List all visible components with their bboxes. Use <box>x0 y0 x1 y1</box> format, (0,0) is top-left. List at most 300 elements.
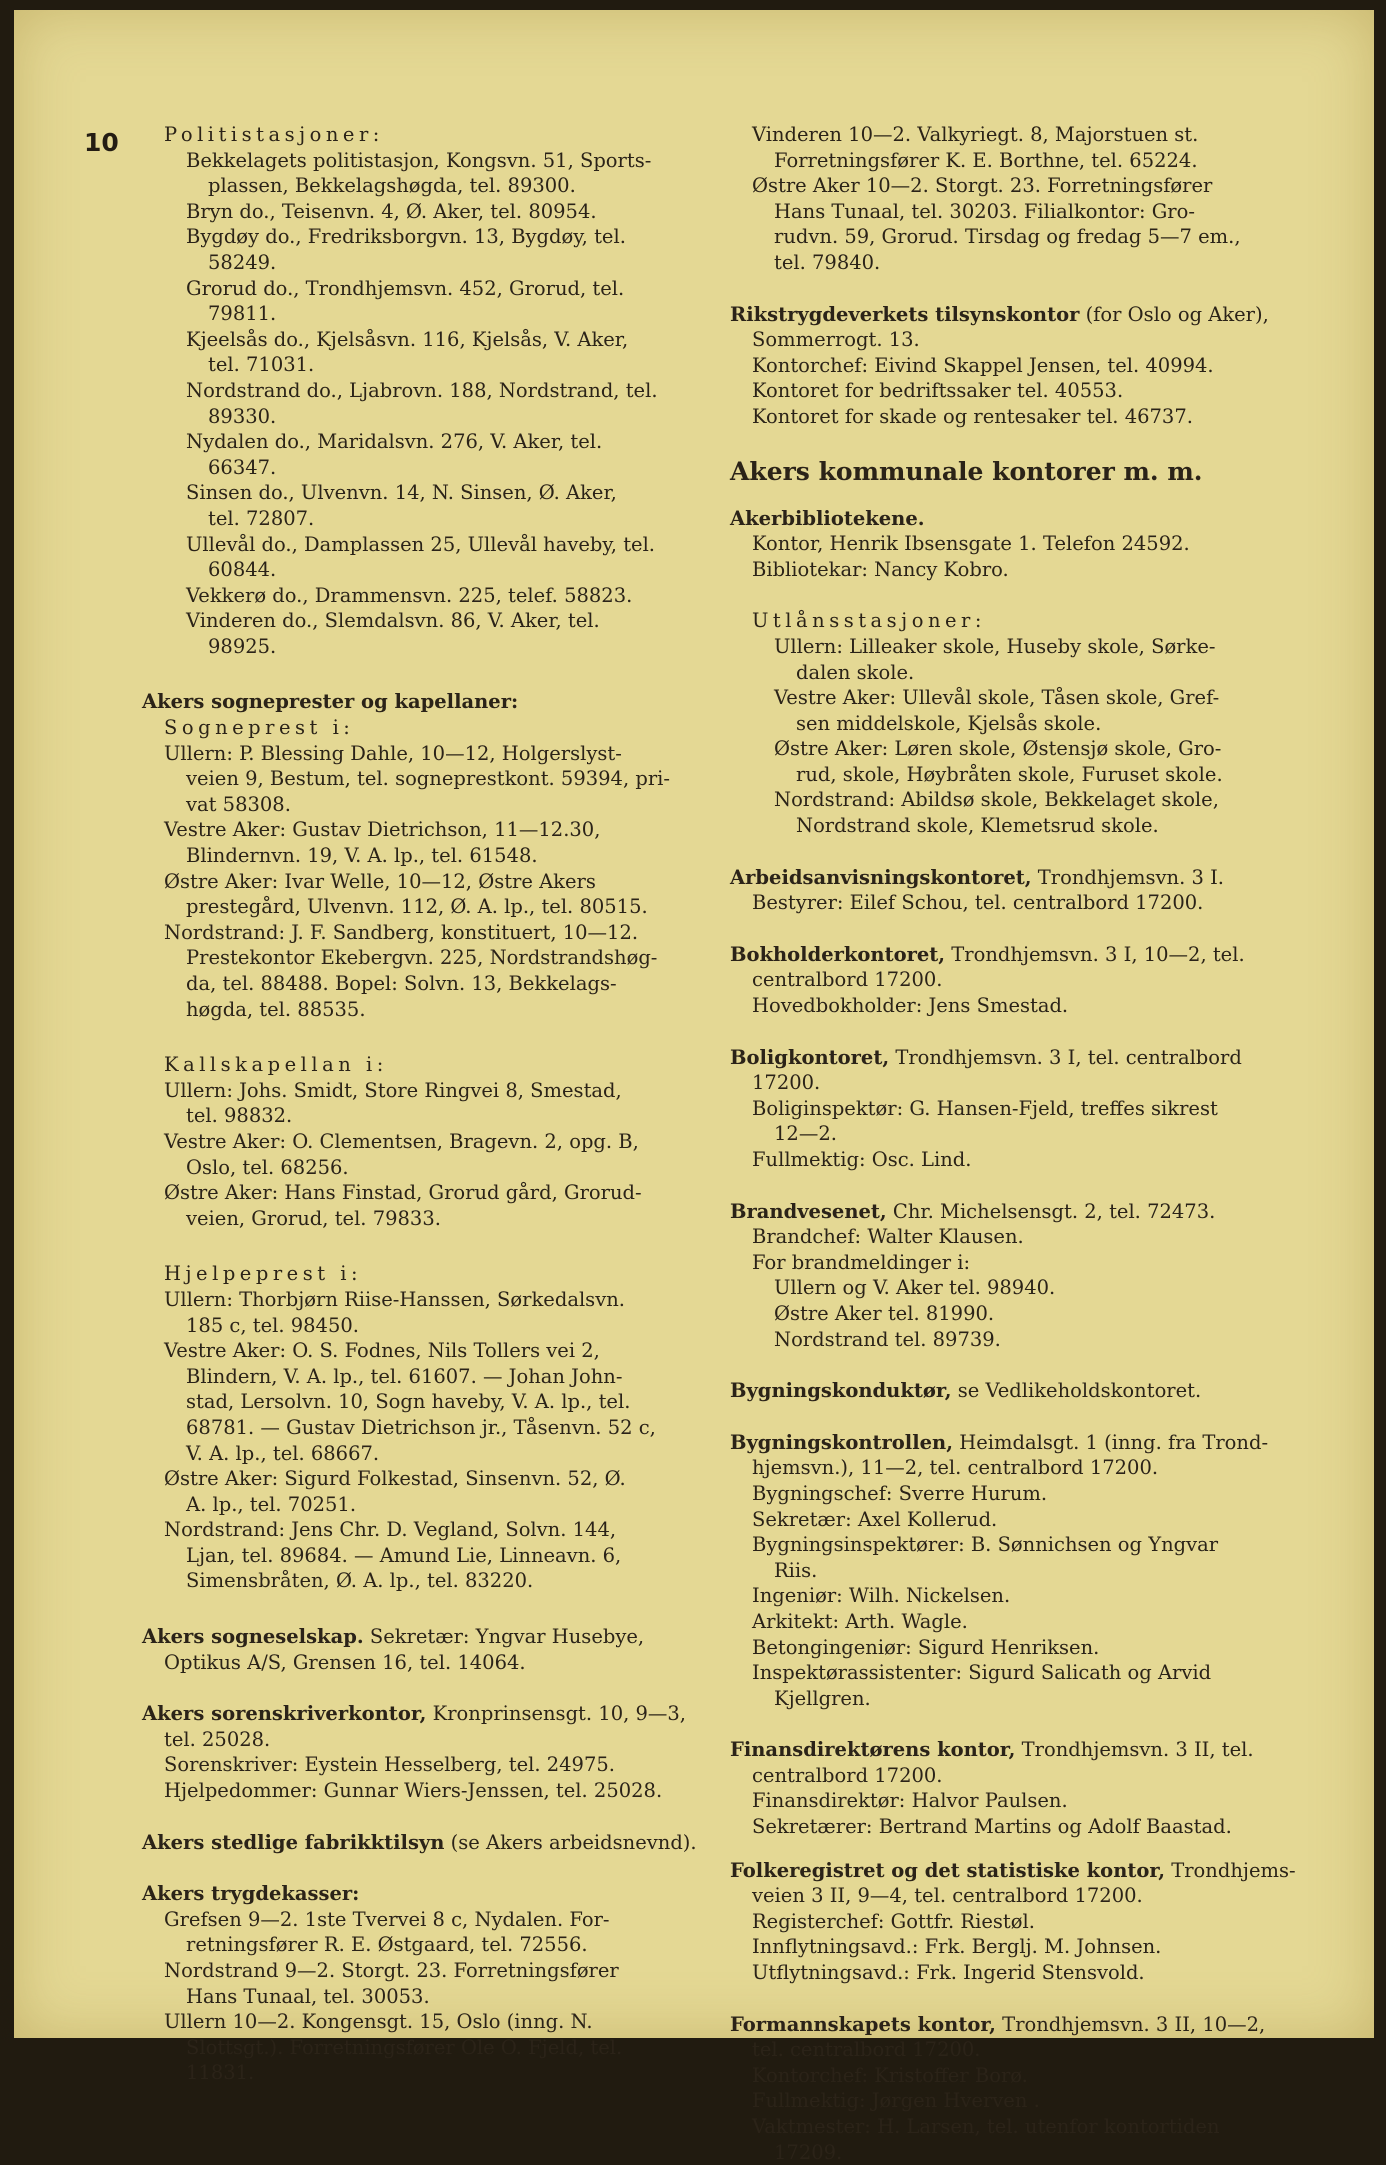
entry-heading-line <box>730 942 1320 968</box>
entry-line <box>142 741 717 767</box>
entry-text: centralbord 17200. <box>752 968 943 992</box>
entry-line <box>730 787 1320 813</box>
page-number: 10 <box>84 128 119 157</box>
entry-line <box>730 2063 1320 2089</box>
entry-line <box>730 1609 1320 1635</box>
entry-line <box>730 634 1320 660</box>
entry-text: rudvn. 59, Grorud. Tirsdag og fredag 5—7 em., <box>774 225 1241 249</box>
entry-text: 60844. <box>208 558 277 582</box>
entry-line <box>730 890 1320 916</box>
entry-text: Vestre Aker: O. Clementsen, Bragevn. 2, opg. B, <box>164 1129 639 1153</box>
entry-text: tel. 98832. <box>186 1104 293 1128</box>
entry-text: Vinderen 10—2. Valkyriegt. 8, Majorstuen st. <box>752 123 1199 146</box>
entry-line <box>142 1415 717 1441</box>
entry-line <box>730 1883 1320 1909</box>
entry-line <box>730 1481 1320 1507</box>
entry-line <box>142 352 717 378</box>
entry-line <box>730 1558 1320 1584</box>
entry-text: Vestre Aker: Gustav Dietrichson, 11—12.30, <box>164 818 601 842</box>
entry-line <box>142 1078 717 1104</box>
entry-text: Blindernvn. 19, V. A. lp., tel. 61548. <box>186 844 538 868</box>
spacer <box>730 1986 1320 2012</box>
entry-heading-line <box>730 506 1320 532</box>
entry-line <box>142 1364 717 1390</box>
entry-line <box>730 1121 1320 1147</box>
office-name: Rikstrygdeverkets tilsynskontor <box>730 302 1080 326</box>
entry-text: tel. centralbord 17200. <box>752 2038 981 2062</box>
entry-text: vat 58308. <box>186 792 291 816</box>
entry-line <box>142 455 717 481</box>
entry-text: stad, Lersolvn. 10, Sogn haveby, V. A. lp., tel. <box>186 1390 631 1414</box>
entry-text: tel. 72807. <box>208 506 315 530</box>
entry-line <box>142 250 717 276</box>
entry-text: Sommerrogt. 13. <box>752 328 920 352</box>
entry-heading-line <box>142 1701 717 1727</box>
entry-text: Østre Aker: Løren skole, Østensjø skole, Gro- <box>774 737 1222 761</box>
entry-text: 66347. <box>208 455 277 479</box>
entry-text: Nordstrand: Jens Chr. D. Vegland, Solvn. 144, <box>164 1518 617 1542</box>
entry-line <box>142 1778 717 1804</box>
entry-text: 89330. <box>208 404 277 428</box>
spacer <box>730 1019 1320 1045</box>
entry-line <box>142 920 717 946</box>
entry-line <box>142 715 717 741</box>
entry-line <box>142 199 717 225</box>
entry-line <box>730 711 1320 737</box>
entry-line <box>730 2037 1320 2063</box>
entry-line <box>730 1934 1320 1960</box>
entry-line <box>730 993 1320 1019</box>
entry-text: Fullmektig: Osc. Lind. <box>752 1148 972 1171</box>
entry-text: Hjelpedommer: Gunnar Wiers-Jenssen, tel. 25028. <box>164 1779 663 1803</box>
entry-text: Bestyrer: Eilef Schou, tel. centralbord 17200. <box>752 891 1204 915</box>
entry-text: Boliginspektør: G. Hansen-Fjeld, treffes sikrest <box>752 1096 1218 1120</box>
entry-text: Ullern 10—2. Kongensgt. 15, Oslo (inng. N. <box>164 2010 593 2034</box>
entry-line <box>142 608 717 634</box>
office-name: Akers trygdekasser: <box>142 1882 360 1906</box>
office-name: Folkeregistret og det statistiske kontor, <box>730 1858 1166 1882</box>
entry-text: Østre Aker tel. 81990. <box>774 1301 995 1325</box>
entry-text: retningsfører R. E. Østgaard, tel. 72556. <box>186 1933 588 1957</box>
entry-line <box>730 224 1320 250</box>
entry-text: veien, Grorud, tel. 79833. <box>186 1206 441 1230</box>
spacer <box>730 488 1320 506</box>
entry-line <box>730 327 1320 353</box>
entry-text: Vestre Aker: Ullevål skole, Tåsen skole, Gref- <box>774 686 1220 710</box>
entry-text: Nydalen do., Maridalsvn. 276, V. Aker, tel. <box>186 430 603 454</box>
entry-line <box>142 1313 717 1339</box>
entry-line <box>142 480 717 506</box>
entry-line <box>730 1327 1320 1353</box>
entry-line <box>730 199 1320 225</box>
spacer <box>142 1594 717 1624</box>
entry-text: Arkitekt: Arth. Wagle. <box>752 1609 968 1633</box>
spacer <box>730 582 1320 608</box>
entry-line <box>730 1660 1320 1686</box>
entry-text: Nordstrand tel. 89739. <box>774 1327 1001 1351</box>
office-name: Boligkontoret, <box>730 1045 890 1069</box>
entry-text: Hans Tunaal, tel. 30203. Filialkontor: Gro- <box>774 199 1195 223</box>
entry-line <box>142 557 717 583</box>
spacer <box>142 1855 717 1881</box>
entry-text: Chr. Michelsensgt. 2, tel. 72473. <box>886 1199 1216 1223</box>
entry-line <box>730 1763 1320 1789</box>
entry-line <box>142 1492 717 1518</box>
entry-line <box>142 1129 717 1155</box>
directory-page <box>14 10 1374 2164</box>
entry-line <box>730 378 1320 404</box>
entry-text: Kjellgren. <box>774 1686 871 1710</box>
entry-text: Østre Aker 10—2. Storgt. 23. Forretningsfører <box>752 174 1213 198</box>
entry-line <box>730 531 1320 557</box>
entry-text: Kontoret for skade og rentesaker tel. 46737. <box>752 404 1193 428</box>
entry-text: Forretningsfører K. E. Borthne, tel. 65224. <box>774 148 1198 172</box>
entry-text: Grorud do., Trondhjemsvn. 452, Grorud, tel. <box>186 276 625 300</box>
entry-text: Ullevål do., Damplassen 25, Ullevål haveby, tel. <box>186 532 655 556</box>
entry-text: Brandchef: Walter Klausen. <box>752 1225 1024 1249</box>
subheading-text: Utlånsstasjoner: <box>752 609 986 633</box>
entry-line <box>142 2060 717 2086</box>
entry-line <box>142 1052 717 1078</box>
entry-text: Trondhjemsvn. 3 I, tel. centralbord <box>889 1045 1242 1069</box>
entry-line <box>142 506 717 532</box>
entry-text: Vaktmester: H. Larsen, tel. utenfor kontortiden <box>752 2115 1220 2138</box>
entry-line <box>730 250 1320 276</box>
entry-line <box>142 1155 717 1181</box>
entry-text: se Vedlikeholdskontoret. <box>951 1379 1202 1403</box>
entry-text: Slottsgt.). Forretningsfører Ole O. Fjeld, tel. <box>186 2035 623 2059</box>
entry-text: For brandmeldinger i: <box>752 1250 971 1274</box>
entry-text: 12—2. <box>774 1122 837 1146</box>
entry-text: Kontoret for bedriftssaker tel. 40553. <box>752 379 1124 403</box>
entry-line <box>730 2114 1320 2140</box>
entry-line <box>730 2140 1320 2165</box>
entry-line <box>142 1650 717 1676</box>
spacer <box>730 1404 1320 1430</box>
entry-line <box>142 1103 717 1129</box>
spacer <box>730 430 1320 456</box>
entry-heading-line <box>730 302 1320 328</box>
entry-text: Innflytningsavd.: Frk. Berglj. M. Johnsen. <box>752 1935 1162 1959</box>
entry-text: Simensbråten, Ø. A. lp., tel. 83220. <box>186 1569 534 1593</box>
entry-line <box>142 1752 717 1778</box>
entry-line <box>730 1455 1320 1481</box>
office-name: Bokholderkontoret, <box>730 942 946 966</box>
entry-text: Trondhjemsvn. 3 II, 10—2, <box>995 2012 1266 2036</box>
spacer <box>142 1022 717 1052</box>
entry-text: Vinderen do., Slemdalsvn. 86, V. Aker, tel. <box>186 609 600 633</box>
entry-text: Østre Aker: Sigurd Folkestad, Sinsenvn. 52, Ø. <box>164 1467 626 1491</box>
entry-line <box>730 1635 1320 1661</box>
entry-text: prestegård, Ulvenvn. 112, Ø. A. lp., tel. 80515. <box>186 895 648 919</box>
entry-line <box>142 1287 717 1313</box>
entry-line <box>142 1984 717 2010</box>
office-name: Akers sogneselskap. <box>142 1625 364 1649</box>
entry-text: Bryn do., Teisenvn. 4, Ø. Aker, tel. 80954. <box>186 199 597 223</box>
entry-text: V. A. lp., tel. 68667. <box>186 1441 380 1465</box>
entry-text: veien 9, Bestum, tel. sogneprestkont. 59394, pri- <box>186 767 670 791</box>
entry-text: Kontorchef: Eivind Skappel Jensen, tel. 40994. <box>752 353 1214 377</box>
entry-text: 58249. <box>208 250 277 274</box>
subheading-text: Politistasjoner: <box>164 123 384 146</box>
spacer <box>142 1675 717 1701</box>
entry-text: tel. 79840. <box>774 250 881 274</box>
entry-line <box>142 1338 717 1364</box>
entry-line <box>142 1389 717 1415</box>
entry-line <box>142 429 717 455</box>
entry-line <box>142 1907 717 1933</box>
entry-heading-line <box>730 1199 1320 1225</box>
entry-heading-line <box>142 1881 717 1907</box>
entry-line <box>730 1686 1320 1712</box>
entry-heading-line <box>142 1624 717 1650</box>
entry-text: veien 3 II, 9—4, tel. centralbord 17200. <box>752 1884 1143 1908</box>
entry-heading-line <box>730 1737 1320 1763</box>
entry-line <box>730 1507 1320 1533</box>
entry-text: Oslo, tel. 68256. <box>186 1155 349 1179</box>
office-name: Finansdirektørens kontor, <box>730 1738 1016 1762</box>
entry-text: Sekretær: Yngvar Husebye, <box>363 1625 645 1649</box>
entry-line <box>730 173 1320 199</box>
entry-heading-line <box>142 1830 717 1856</box>
entry-text: 98925. <box>208 634 277 658</box>
entry-text: Betongingeniør: Sigurd Henriksen. <box>752 1635 1100 1659</box>
entry-text: dalen skole. <box>796 660 915 684</box>
office-name: Akers sorenskriverkontor, <box>142 1702 427 1726</box>
entry-line <box>142 1932 717 1958</box>
entry-text: Nordstrand: J. F. Sandberg, konstituert, 10—12. <box>164 920 639 944</box>
entry-line <box>142 817 717 843</box>
entry-text: 17209. <box>774 2140 843 2164</box>
entry-text: Bibliotekar: Nancy Kobro. <box>752 557 1009 581</box>
entry-text: Ullern: Johs. Smidt, Store Ringvei 8, Smestad, <box>164 1078 622 1102</box>
entry-text: Trondhjemsvn. 3 I, 10—2, tel. <box>945 942 1245 966</box>
entry-line <box>142 378 717 404</box>
entry-text: Hans Tunaal, tel. 30053. <box>186 1984 430 2008</box>
entry-text: Ljan, tel. 89684. — Amund Lie, Linneavn. 6, <box>186 1543 622 1567</box>
entry-line <box>730 1147 1320 1173</box>
entry-heading-line <box>730 1045 1320 1071</box>
entry-line <box>730 1814 1320 1840</box>
entry-line <box>730 148 1320 174</box>
entry-text: Blindern, V. A. lp., tel. 61607. — Johan John- <box>186 1364 623 1388</box>
entry-line <box>142 1958 717 1984</box>
entry-line <box>142 122 717 148</box>
entry-text: høgda, tel. 88535. <box>186 997 366 1021</box>
entry-line <box>730 1275 1320 1301</box>
entry-text: Kontorchef: Kristoffer Borø. <box>752 2063 1028 2087</box>
entry-text: Trondhjemsvn. 3 II, tel. <box>1015 1738 1254 1762</box>
spacer <box>730 916 1320 942</box>
entry-text: Fullmektig: Jørgen Hverven . <box>752 2089 1040 2113</box>
entry-text: tel. 25028. <box>164 1727 271 1751</box>
entry-text: Nordstrand skole, Klemetsrud skole. <box>796 814 1159 838</box>
entry-line <box>730 122 1320 148</box>
entry-line <box>142 843 717 869</box>
subheading-text: Kallskapellan i: <box>164 1053 388 1077</box>
right-column <box>730 122 1320 2165</box>
entry-line <box>142 997 717 1023</box>
entry-text: sen middelskole, Kjelsås skole. <box>796 711 1102 735</box>
entry-text: Trondhjems- <box>1165 1858 1296 1882</box>
office-name: Bygningskonduktør, <box>730 1379 952 1403</box>
entry-text: Vekkerø do., Drammensvn. 225, telef. 58823. <box>186 583 633 607</box>
entry-text: Bekkelagets politistasjon, Kongsvn. 51, Sports- <box>186 148 652 172</box>
entry-line <box>142 1568 717 1594</box>
spacer <box>142 659 717 689</box>
office-name: Akers stedlige fabrikktilsyn <box>142 1830 445 1854</box>
entry-line <box>142 971 717 997</box>
entry-line <box>730 404 1320 430</box>
entry-line <box>142 583 717 609</box>
entry-text: Sekretærer: Bertrand Martins og Adolf Baastad. <box>752 1815 1232 1839</box>
entry-text: Østre Aker: Hans Finstad, Grorud gård, Grorud- <box>164 1181 642 1205</box>
entry-line <box>730 762 1320 788</box>
entry-text: 11831. <box>186 2061 255 2085</box>
subheading-text: Hjelpeprest i: <box>164 1262 363 1286</box>
entry-line <box>142 173 717 199</box>
entry-line <box>142 404 717 430</box>
subheading-text: Sogneprest i: <box>164 716 355 740</box>
entry-text: Ingeniør: Wilh. Nickelsen. <box>752 1584 1011 1608</box>
entry-text: Bygningsinspektører: B. Sønnichsen og Yngvar <box>752 1533 1219 1557</box>
entry-line <box>730 1250 1320 1276</box>
entry-text: Nordstrand do., Ljabrovn. 188, Nordstrand, tel. <box>186 378 658 402</box>
entry-line <box>142 792 717 818</box>
entry-line <box>730 2088 1320 2114</box>
entry-line <box>142 224 717 250</box>
spacer <box>730 839 1320 865</box>
entry-text: centralbord 17200. <box>752 1763 943 1787</box>
office-name: Akers sogneprester og kapellaner: <box>142 690 519 714</box>
entry-line <box>142 634 717 660</box>
spacer <box>730 276 1320 302</box>
entry-line <box>142 2009 717 2035</box>
office-name: Formannskapets kontor, <box>730 2012 996 2036</box>
section-heading: Akers kommunale kontorer m. m. <box>730 456 1203 486</box>
entry-text: A. lp., tel. 70251. <box>186 1492 357 1516</box>
entry-text: Bygdøy do., Fredriksborgvn. 13, Bygdøy, tel. <box>186 225 626 249</box>
office-name: Brandvesenet, <box>730 1199 887 1223</box>
entry-heading-line <box>142 689 717 715</box>
entry-text: Ullern: Thorbjørn Riise-Hanssen, Sørkedalsvn. <box>164 1287 625 1311</box>
entry-line <box>730 813 1320 839</box>
entry-text: Grefsen 9—2. 1ste Tvervei 8 c, Nydalen. For- <box>164 1907 610 1931</box>
entry-heading-line <box>730 865 1320 891</box>
entry-line <box>142 1261 717 1287</box>
entry-text: 17200. <box>752 1071 821 1095</box>
entry-text: Kjeelsås do., Kjelsåsvn. 116, Kjelsås, V. Aker, <box>186 327 629 351</box>
entry-line <box>142 1206 717 1232</box>
entry-line <box>730 660 1320 686</box>
entry-text: Kontor, Henrik Ibsensgate 1. Telefon 24592. <box>752 532 1190 556</box>
entry-text: Nordstrand: Abildsø skole, Bekkelaget skole, <box>774 788 1219 812</box>
entry-text: Østre Aker: Ivar Welle, 10—12, Østre Akers <box>164 869 596 893</box>
entry-line <box>142 276 717 302</box>
office-name: Akerbibliotekene. <box>730 506 925 530</box>
entry-text: Trondhjemsvn. 3 I. <box>1031 865 1224 889</box>
entry-line <box>730 353 1320 379</box>
spacer <box>730 1173 1320 1199</box>
entry-text: Sekretær: Axel Kollerud. <box>752 1507 998 1531</box>
left-column <box>142 122 717 2086</box>
entry-text: Bygningschef: Sverre Hurum. <box>752 1481 1048 1505</box>
entry-line <box>730 1788 1320 1814</box>
entry-line <box>730 1070 1320 1096</box>
entry-line <box>142 1180 717 1206</box>
entry-text: hjemsvn.), 11—2, tel. centralbord 17200. <box>752 1456 1159 1480</box>
entry-line <box>142 1517 717 1543</box>
spacer <box>730 1352 1320 1378</box>
entry-line <box>730 1909 1320 1935</box>
entry-text: Nordstrand 9—2. Storgt. 23. Forretningsfører <box>164 1959 619 1982</box>
entry-text: Kronprinsensgt. 10, 9—3, <box>426 1702 687 1726</box>
entry-line <box>142 532 717 558</box>
office-name: Bygningskontrollen, <box>730 1430 953 1454</box>
entry-text: Hovedbokholder: Jens Smestad. <box>752 994 1069 1018</box>
spacer <box>730 1711 1320 1737</box>
entry-text: 79811. <box>208 302 277 326</box>
entry-line <box>142 894 717 920</box>
entry-heading-line <box>730 1378 1320 1404</box>
entry-text: Ullern og V. Aker tel. 98940. <box>774 1276 1056 1300</box>
entry-line <box>730 1960 1320 1986</box>
entry-text: Finansdirektør: Halvor Paulsen. <box>752 1789 1068 1813</box>
entry-line <box>730 557 1320 583</box>
entry-text: 185 c, tel. 98450. <box>186 1313 359 1337</box>
entry-text: (for Oslo og Aker), <box>1079 302 1269 326</box>
entry-text: Riis. <box>774 1558 818 1582</box>
entry-line <box>730 1224 1320 1250</box>
entry-text: plassen, Bekkelagshøgda, tel. 89300. <box>208 174 576 198</box>
entry-text: Sorenskriver: Eystein Hesselberg, tel. 24975. <box>164 1753 615 1777</box>
entry-text: da, tel. 88488. Bopel: Solvn. 13, Bekkelags- <box>186 972 617 995</box>
entry-text: Sinsen do., Ulvenvn. 14, N. Sinsen, Ø. Aker, <box>186 481 617 505</box>
entry-line <box>730 967 1320 993</box>
entry-text: Ullern: Lilleaker skole, Huseby skole, Sørke- <box>774 634 1216 658</box>
entry-line <box>730 608 1320 634</box>
entry-heading-line <box>730 1430 1320 1456</box>
entry-line <box>730 736 1320 762</box>
entry-text: Vestre Aker: O. S. Fodnes, Nils Tollers vei 2, <box>164 1339 600 1363</box>
entry-line <box>142 869 717 895</box>
entry-text: 68781. — Gustav Dietrichson jr., Tåsenvn. 52 c, <box>186 1415 656 1439</box>
entry-line <box>730 1583 1320 1609</box>
entry-text: Prestekontor Ekebergvn. 225, Nordstrandshøg- <box>186 946 658 970</box>
office-name: Arbeidsanvisningskontoret, <box>730 865 1032 889</box>
spacer <box>142 1231 717 1261</box>
entry-line <box>730 1532 1320 1558</box>
entry-line <box>142 327 717 353</box>
entry-text: Registerchef: Gottfr. Riestøl. <box>752 1909 1035 1933</box>
entry-line <box>142 945 717 971</box>
entry-line <box>142 148 717 174</box>
entry-line <box>142 1441 717 1467</box>
entry-line <box>730 685 1320 711</box>
entry-text: (se Akers arbeidsnevnd). <box>444 1830 697 1854</box>
entry-line <box>142 1543 717 1569</box>
entry-line <box>730 1096 1320 1122</box>
spacer <box>142 1804 717 1830</box>
spacer <box>730 1840 1320 1858</box>
entry-line <box>142 301 717 327</box>
entry-text: Inspektørassistenter: Sigurd Salicath og Arvid <box>752 1661 1212 1685</box>
entry-text: Utflytningsavd.: Frk. Ingerid Stensvold. <box>752 1961 1145 1985</box>
entry-text: tel. 71031. <box>208 353 315 377</box>
entry-heading-line <box>730 1858 1320 1884</box>
entry-line <box>142 1466 717 1492</box>
entry-heading-line <box>730 2012 1320 2038</box>
